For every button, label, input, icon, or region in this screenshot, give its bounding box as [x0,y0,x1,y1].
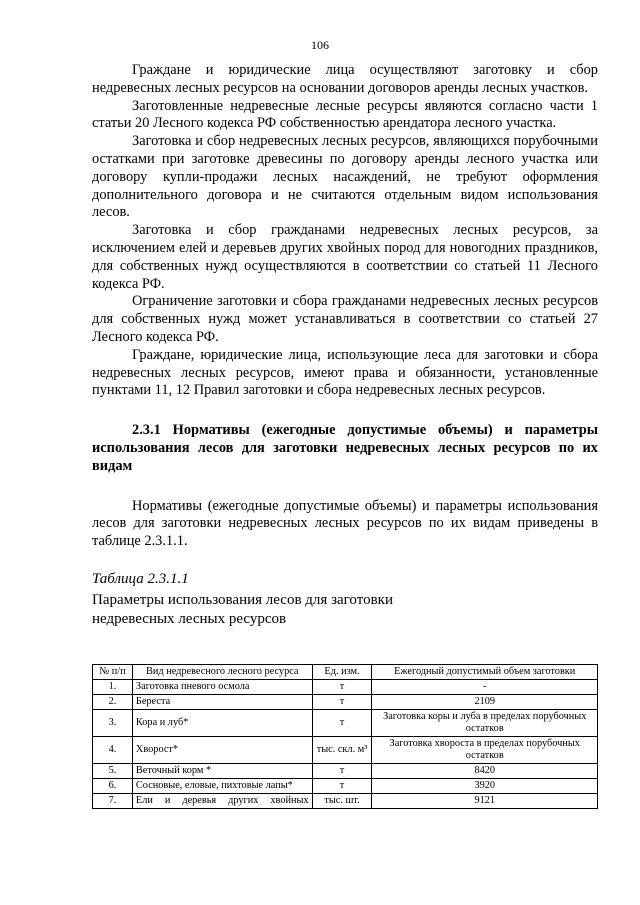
cell-type: Ели и деревья других хвойных [132,794,312,809]
table-row [93,779,598,794]
cell-type: Хворост* [132,737,312,764]
cell-type: Веточный корм * [132,764,312,779]
paragraph: Граждане, юридические лица, использующие леса для заготовки и сбора недревесных лесных ресурсов, имеют права и обязанности, установленные пунктами 11, 12 Правил заготовки и сбора недревесных лесных ресурсов. [92,346,598,399]
cell-num: 3. [93,710,133,737]
cell-type: Береста [132,695,312,710]
table-row [93,737,598,764]
cell-unit: т [312,695,372,710]
paragraph: Граждане и юридические лица осуществляют заготовку и сбор недревесных лесных ресурсов на основании договоров аренды лесных участков. [92,62,598,96]
cell-num: 4. [93,737,133,764]
table-title-line2: недревесных лесных ресурсов [92,610,287,627]
cell-volume: 9121 [372,794,598,809]
cell-volume: Заготовка хвороста в пределах порубочных остатков [372,737,598,764]
paragraph: Заготовленные недревесные лесные ресурсы являются согласно части 1 статьи 20 Лесного кодекса РФ собственностью арендатора лесного участка. [92,97,598,132]
cell-num: 7. [93,794,133,809]
table-header-row [93,665,598,680]
cell-volume: 2109 [372,695,598,710]
table-row [93,710,598,737]
cell-num: 6. [93,779,133,794]
cell-volume: - [372,680,598,695]
cell-unit: т [312,764,372,779]
paragraph: Заготовка и сбор недревесных лесных ресурсов, являющихся порубочными остатками при заготовке древесины по договору аренды лесного участка или договору купли-продажи лесных насаждений, не требуют оформления дополнительного договора и не считаются отдельным видом использования лесов. [92,133,598,221]
table-title [92,591,598,629]
header-type: Вид недревесного лесного ресурса [132,665,312,680]
cell-volume: Заготовка коры и луба в пределах порубочных остатков [372,710,598,737]
table-row [93,794,598,809]
cell-num: 5. [93,764,133,779]
paragraph: Ограничение заготовки и сбора гражданами недревесных лесных ресурсов для собственных нужд может устанавливаться в соответствии со статьей 27 Лесного кодекса РФ. [92,293,598,345]
cell-type: Кора и луб* [132,710,312,737]
cell-unit: т [312,710,372,737]
cell-unit: т [312,680,372,695]
cell-num: 2. [93,695,133,710]
paragraph: Заготовка и сбор гражданами недревесных лесных ресурсов, за исключением елей и деревьев других хвойных пород для новогодних праздников, для собственных нужд осуществляются в соответствии со статьей 11 Лесного кодекса РФ. [92,222,598,292]
table-label: Таблица 2.3.1.1 [92,570,189,587]
document-body [92,62,598,629]
header-volume: Ежегодный допустимый объем заготовки [372,665,598,680]
cell-type: Заготовка пневого осмола [132,680,312,695]
cell-volume: 3920 [372,779,598,794]
header-unit: Ед. изм. [312,665,372,680]
table-title-line1: Параметры использования лесов для заготовки [92,591,393,608]
cell-unit: тыс. шт. [312,794,372,809]
section-intro: Нормативы (ежегодные допустимые объемы) и параметры использования лесов для заготовки недревесных лесных ресурсов по их видам приведены в таблице 2.3.1.1. [92,497,598,550]
cell-num: 1. [93,680,133,695]
table-row [93,680,598,695]
page-number: 106 [311,38,329,52]
cell-unit: т [312,779,372,794]
header-num: № п/п [93,665,133,680]
cell-type: Сосновые, еловые, пихтовые лапы* [132,779,312,794]
cell-unit: тыс. скл. м³ [312,737,372,764]
cell-volume: 8420 [372,764,598,779]
table-row [93,695,598,710]
table-row [93,764,598,779]
parameters-table [92,664,598,809]
section-heading: 2.3.1 Нормативы (ежегодные допустимые объемы) и параметры использования лесов для заготовки недревесных лесных ресурсов по их видам [92,422,598,474]
